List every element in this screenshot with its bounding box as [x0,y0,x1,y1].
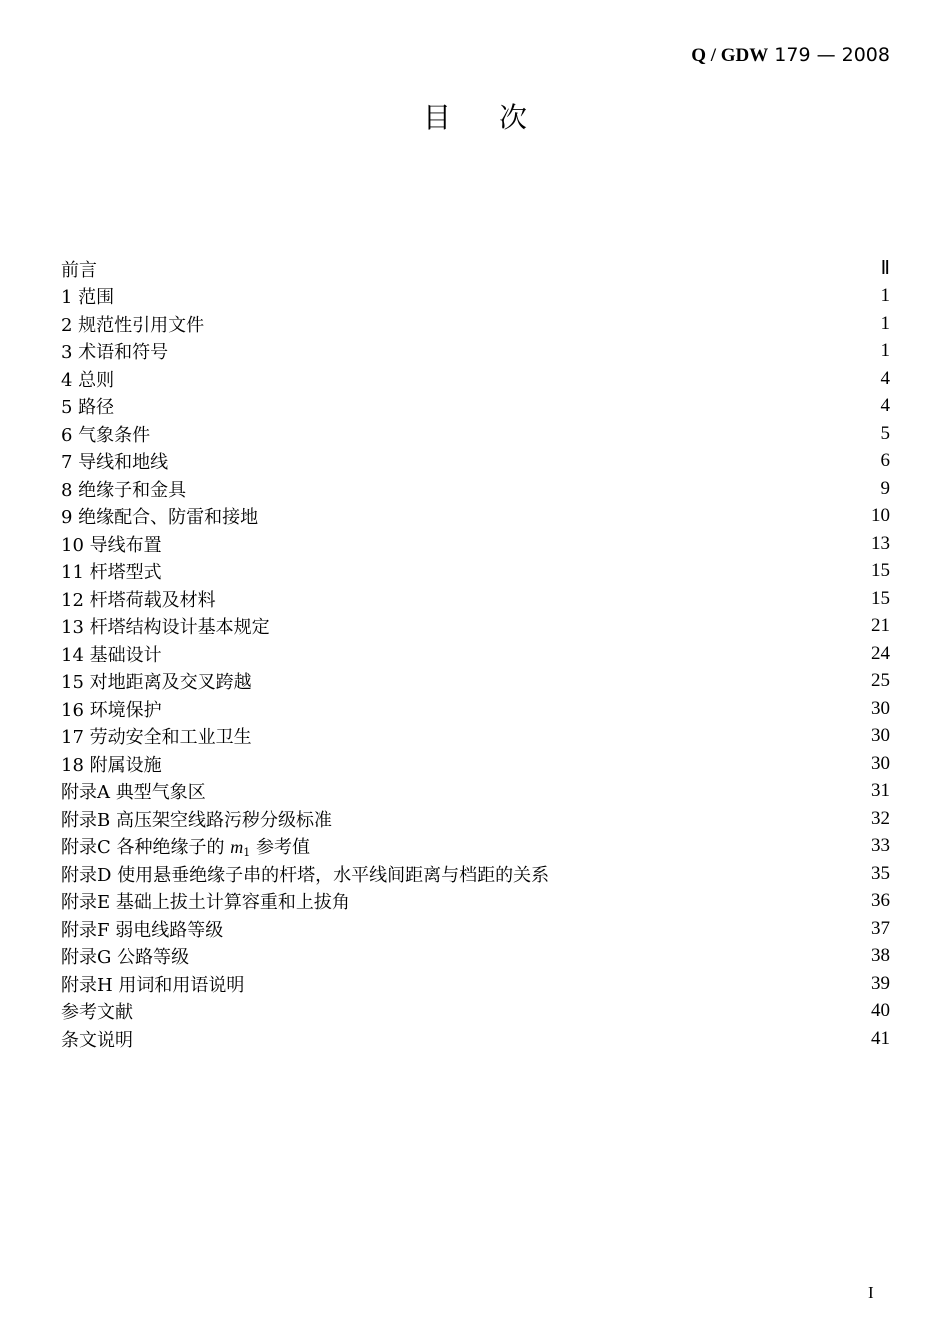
toc-entry [61,420,890,448]
toc-entry-label: 条文说明 [61,1029,133,1051]
toc-entry-page: 30 [871,752,890,774]
toc-entry-label: 5 路径 [61,397,115,419]
toc-entry-label: 4 总则 [61,369,115,391]
toc-entry-label: 2 规范性引用文件 [61,314,205,336]
toc-entry [61,475,890,503]
toc-entry-page: 31 [871,780,890,802]
toc-entry-label: 18 附属设施 [61,754,162,776]
toc-entry-label [61,833,310,859]
toc-entry-page: 13 [871,532,890,554]
standard-prefix: Q / GDW [691,45,769,66]
toc-entry-page: 4 [880,367,890,389]
standard-code [691,44,890,67]
toc-entry-page: 36 [871,890,890,912]
toc-entry-label: 附录G 公路等级 [61,947,190,969]
toc-entry-label: 6 气象条件 [61,424,151,446]
toc-entry-label: 参考文献 [61,1002,133,1024]
toc-entry-page: 1 [880,285,890,307]
toc-entry [61,640,890,668]
toc-entry-label: 15 对地距离及交叉跨越 [61,672,252,694]
toc-entry-label: 14 基础设计 [61,644,162,666]
toc-entry-page: 5 [880,422,890,444]
toc-entry-page: 40 [871,1000,890,1022]
toc-entry-page: 35 [871,862,890,884]
toc-entry [61,530,890,558]
toc-entry [61,448,890,476]
toc-entry-label: 16 环境保护 [61,699,162,721]
m-subscript: 1 [243,846,251,860]
toc-entry [61,668,890,696]
standard-number: 179 — 2008 [768,44,890,66]
toc-entry [61,888,890,916]
toc-entry-label: 17 劳动安全和工业卫生 [61,727,252,749]
toc-entry-label: 前言 [61,259,97,281]
toc-entry [61,393,890,421]
toc-entry-label: 附录A 典型气象区 [61,782,206,804]
toc-entry [61,998,890,1026]
toc-entry-label: 1 范围 [61,287,115,309]
toc-entry [61,833,890,861]
page-number: I [868,1283,874,1302]
toc-entry-page: 38 [871,945,890,967]
toc-entry [61,503,890,531]
toc-entry-label-pre: 附录C 各种绝缘子的 [61,837,231,859]
toc-entry [61,943,890,971]
toc-entry [61,283,890,311]
toc-entry-label: 附录F 弱电线路等级 [61,919,224,941]
toc-entry [61,1025,890,1053]
toc-entry-page: 30 [871,697,890,719]
toc-entry-label: 附录B 高压架空线路污秽分级标准 [61,809,332,831]
toc-entry-page: 24 [871,642,890,664]
toc-entry-page: 1 [880,312,890,334]
toc-entry [61,723,890,751]
toc-entry [61,310,890,338]
toc-entry-label: 7 导线和地线 [61,452,169,474]
toc-entry-page: 37 [871,917,890,939]
toc-entry [61,613,890,641]
m-symbol: m [230,837,244,858]
toc-entry-page: 15 [871,587,890,609]
toc-entry-label: 11 杆塔型式 [61,562,162,584]
toc-entry-label: 10 导线布置 [61,534,162,556]
toc-entry-page: 4 [880,395,890,417]
toc-entry-page: 33 [871,835,890,857]
toc-entry [61,585,890,613]
toc-entry [61,365,890,393]
toc-entry [61,970,890,998]
toc-entry-page: 30 [871,725,890,747]
toc-entry-label: 12 杆塔荷载及材料 [61,589,216,611]
toc-entry-page: 21 [871,615,890,637]
toc-entry-label: 8 绝缘子和金具 [61,479,187,501]
toc-entry-page: 15 [871,560,890,582]
toc-entry-page: 1 [880,340,890,362]
toc-entry-page: 10 [871,505,890,527]
toc-entry-label: 13 杆塔结构设计基本规定 [61,617,270,639]
toc-entry-label: 9 绝缘配合、防雷和接地 [61,507,259,529]
toc-entry [61,805,890,833]
toc-entry-label: 附录D 使用悬垂绝缘子串的杆塔，水平线间距离与档距的关系 [61,864,550,886]
toc-entry-page: 9 [880,477,890,499]
toc-entry [61,915,890,943]
toc-entry-page: 41 [871,1027,890,1049]
toc-entry [61,558,890,586]
toc-entry [61,750,890,778]
toc-entry-page: Ⅱ [880,258,890,280]
toc-entry-label-post: 参考值 [250,837,310,859]
toc-title: 目次 [422,101,575,134]
toc-list [61,255,890,1053]
toc-entry [61,338,890,366]
toc-entry [61,860,890,888]
toc-entry-label: 3 术语和符号 [61,342,169,364]
toc-entry [61,778,890,806]
toc-entry-page: 32 [871,807,890,829]
toc-entry-page: 39 [871,972,890,994]
toc-entry-page: 25 [871,670,890,692]
toc-entry-page: 6 [880,450,890,472]
toc-entry [61,255,890,283]
toc-entry [61,695,890,723]
toc-entry-label: 附录H 用词和用语说明 [61,974,245,996]
toc-entry-label: 附录E 基础上拔土计算容重和上拔角 [61,892,350,914]
